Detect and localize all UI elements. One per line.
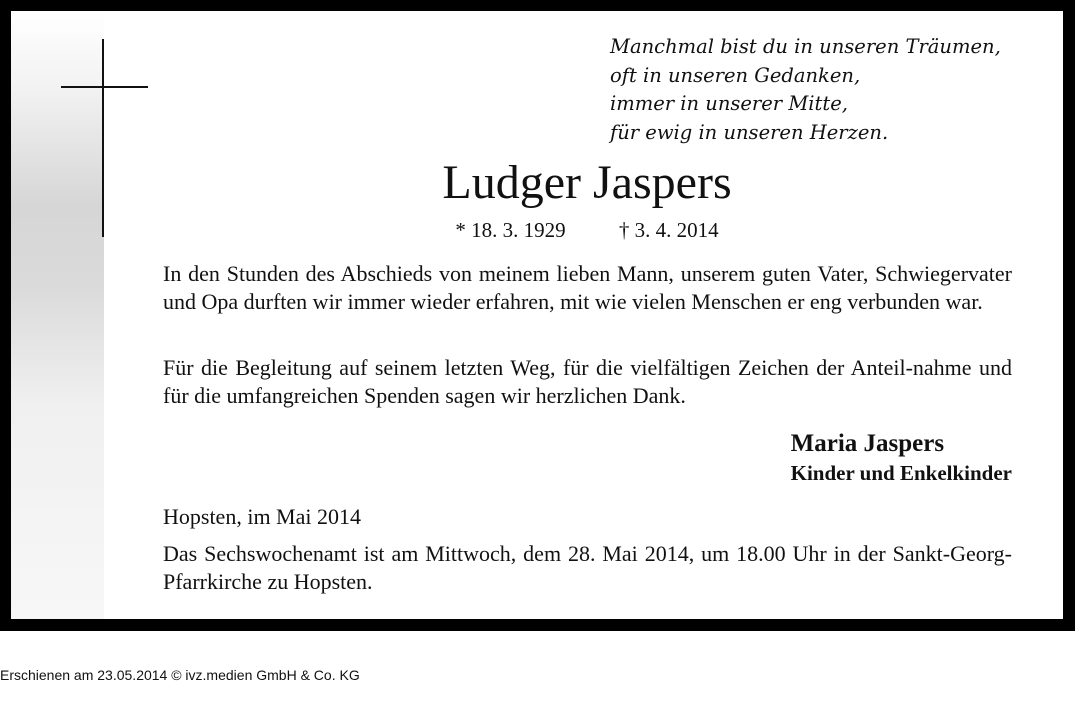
poem-line: immer in unserer Mitte,	[610, 92, 848, 115]
decorative-gradient-band	[11, 11, 104, 619]
poem-line: oft in unseren Gedanken,	[610, 63, 861, 87]
signature-family: Kinder und Enkelkinder	[790, 461, 1012, 485]
signature-name: Maria Jaspers	[790, 430, 945, 457]
signature-block	[791, 429, 1012, 487]
memorial-poem	[610, 33, 1001, 147]
obituary-card	[11, 11, 1063, 619]
cross-horizontal-bar	[61, 86, 148, 88]
birth-date: * 18. 3. 1929	[455, 218, 566, 242]
thanks-paragraph: In den Stunden des Abschieds von meinem lieben Mann, unserem guten Vater, Schwiegervater und Opa durften wir immer wieder erfahren, mit wie vielen Menschen er eng verbunden war.	[163, 261, 1012, 314]
place-date: Hopsten, im Mai 2014	[163, 504, 361, 529]
life-dates	[163, 217, 1011, 243]
poem-line: für ewig in unseren Herzen.	[610, 120, 889, 144]
cross-vertical-bar	[102, 39, 104, 237]
publication-footer: Erschienen am 23.05.2014 © ivz.medien GmbH & Co. KG	[0, 667, 360, 683]
service-notice: Das Sechswochenamt ist am Mittwoch, dem 28. Mai 2014, um 18.00 Uhr in der Sankt-Georg-Pfarrkirche zu Hopsten.	[163, 541, 1012, 594]
gratitude-paragraph: Für die Begleitung auf seinem letzten Weg, für die vielfältigen Zeichen der Anteil-nahme und für die umfangreichen Spenden sagen wir herzlichen Dank.	[163, 355, 1012, 408]
deceased-name: Ludger Jaspers	[442, 156, 732, 209]
death-date: † 3. 4. 2014	[618, 218, 719, 242]
poem-line: Manchmal bist du in unseren Träumen,	[610, 35, 1001, 58]
